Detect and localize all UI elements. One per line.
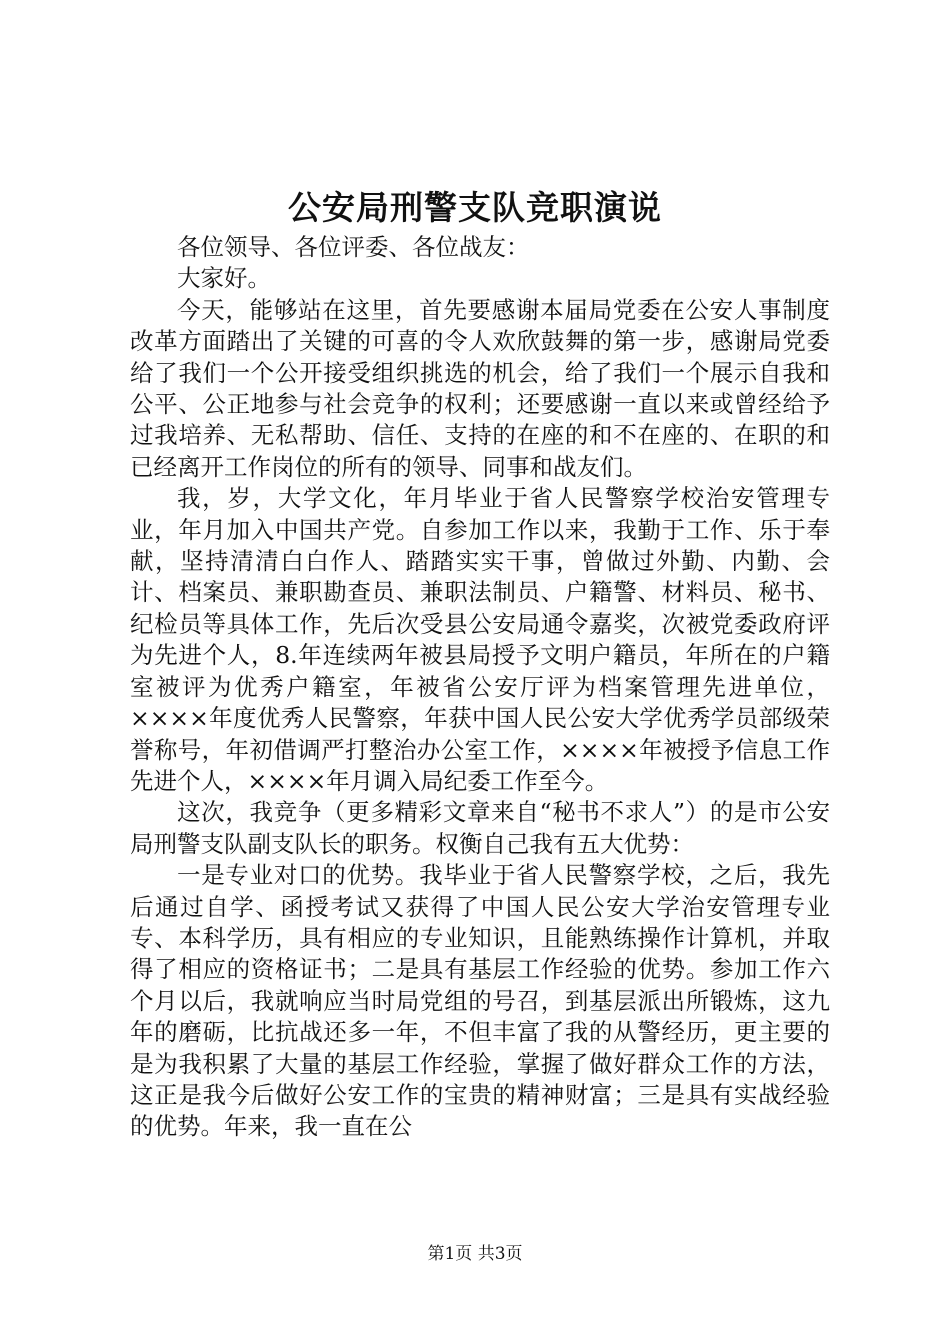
position-paragraph: 这次，我竞争（更多精彩文章来自“秘书不求人”）的是市公安局刑警支队副支队长的职务。权衡自己我有五大优势： — [130, 798, 830, 858]
salutation-paragraph: 各位领导、各位评委、各位战友： — [177, 233, 530, 261]
advantages-paragraph: 一是专业对口的优势。我毕业于省人民警察学校，之后，我先后通过自学、函授考试又获得了中国人民公安大学治安管理专业专、本科学历，具有相应的专业知识，且能熟练操作计算机，并取得了相应的资格证书；二是具有基层工作经验的优势。参加工作六个月以后，我就响应当时局党组的号召，到基层派出所锻炼，这九年的磨砺，比抗战还多一年，不但丰富了我的从警经历，更主要的是为我积累了大量的基层工作经验，掌握了做好群众工作的方法，这正是我今后做好公安工作的宝贵的精神财富；三是具有实战经验的优势。年来，我一直在公 — [130, 861, 830, 1141]
document-title: 公安局刑警支队竞职演说 — [288, 188, 662, 227]
page-footer: 第1页 共3页 — [427, 1244, 523, 1264]
greeting-paragraph: 大家好。 — [177, 264, 271, 293]
document-body — [130, 232, 830, 1143]
thanks-paragraph: 今天，能够站在这里，首先要感谢本届局党委在公安人事制度改革方面踏出了关键的可喜的令人欢欣鼓舞的第一步，感谢局党委给了我们一个公开接受组织挑选的机会，给了我们一个展示自我和公平、公正地参与社会竞争的权利；还要感谢一直以来或曾经给予过我培养、无私帮助、信任、支持的在座的和不在座的、在职的和已经离开工作岗位的所有的领导、同事和战友们。 — [130, 295, 830, 481]
background-paragraph: 我，岁，大学文化，年月毕业于省人民警察学校治安管理专业，年月加入中国共产党。自参加工作以来，我勤于工作、乐于奉献，坚持清清白白作人、踏踏实实干事，曾做过外勤、内勤、会计、档案员、兼职勘查员、兼职法制员、户籍警、材料员、秘书、纪检员等具体工作，先后次受县公安局通令嘉奖，次被党委政府评为先进个人，8.年连续两年被县局授予文明户籍员，年所在的户籍室被评为优秀户籍室，年被省公安厅评为档案管理先进单位，××××年度优秀人民警察，年获中国人民公安大学优秀学员部级荣誉称号，年初借调严打整治办公室工作，××××年被授予信息工作先进个人，××××年月调入局纪委工作至今。 — [130, 484, 830, 795]
